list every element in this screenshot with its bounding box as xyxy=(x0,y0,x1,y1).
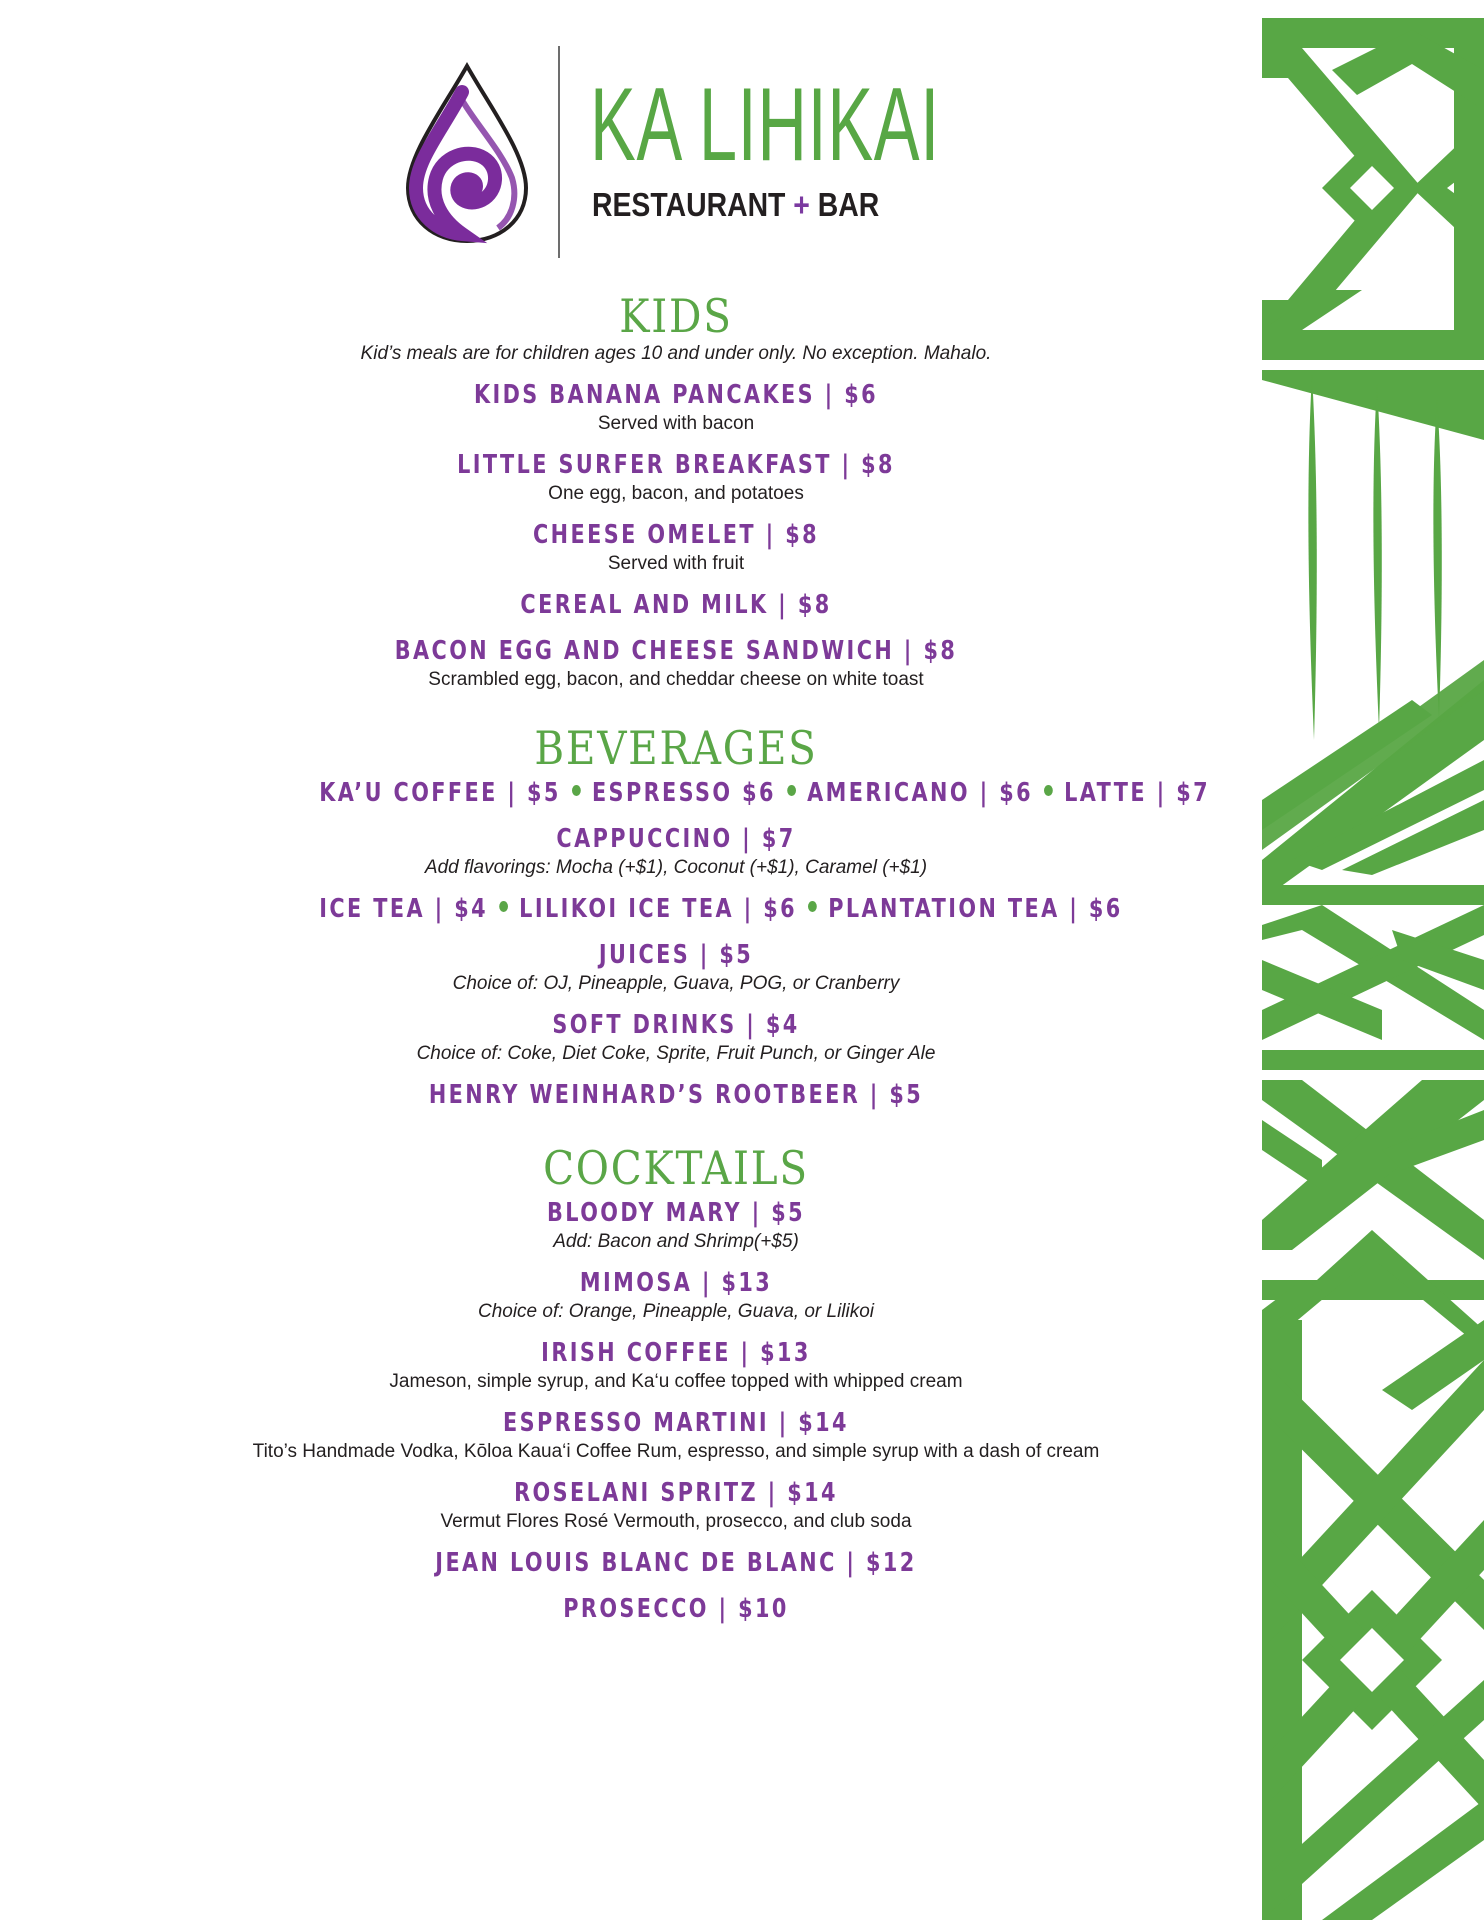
menu-item-desc: Served with bacon xyxy=(597,413,755,434)
kids-note: Kid’s meals are for children ages 10 and under only. No exception. Mahalo. xyxy=(360,343,992,364)
menu-item-name: HENRY WEINHARD’S ROOTBEER | $5 xyxy=(428,1080,924,1110)
menu-item xyxy=(230,1336,1122,1394)
menu-item-name: SOFT DRINKS | $4 xyxy=(552,1010,800,1040)
menu-item-name: KA’U COFFEE | $5 xyxy=(319,778,561,808)
menu-item-desc: Add: Bacon and Shrimp(+$5) xyxy=(553,1231,799,1252)
menu-item xyxy=(230,1546,1122,1580)
bullet-dot-icon xyxy=(572,785,581,796)
menu-item-name: BLOODY MARY | $5 xyxy=(547,1198,805,1228)
menu-item xyxy=(230,518,1122,576)
menu-item-name: ESPRESSO $6 xyxy=(591,778,776,808)
bullet-dot-icon xyxy=(1044,785,1053,796)
menu-item-desc: Scrambled egg, bacon, and cheddar cheese on white toast xyxy=(428,669,924,690)
menu-item-name: MIMOSA | $13 xyxy=(579,1268,773,1298)
brand-subtitle-restaurant: RESTAURANT xyxy=(592,186,786,223)
tea-line xyxy=(319,892,1123,926)
menu-item-desc: Jameson, simple syrup, and Ka‘u coffee topped with whipped cream xyxy=(389,1371,963,1392)
menu-item-name: CHEESE OMELET | $8 xyxy=(533,520,819,550)
menu-item-name: LILIKOI ICE TEA | $6 xyxy=(519,894,797,924)
coffee-line xyxy=(319,776,1210,810)
tribal-pattern-border xyxy=(1262,0,1484,1920)
bullet-dot-icon xyxy=(787,785,796,796)
kids-section xyxy=(230,290,1122,692)
menu-item-name: JEAN LOUIS BLANC DE BLANC | $12 xyxy=(435,1548,917,1578)
menu-item xyxy=(230,1406,1122,1464)
menu-item-desc: Choice of: Orange, Pineapple, Guava, or Lilikoi xyxy=(477,1301,875,1322)
menu-item xyxy=(230,634,1122,692)
menu-item-name: IRISH COFFEE | $13 xyxy=(541,1338,811,1368)
menu-item-desc: One egg, bacon, and potatoes xyxy=(548,483,804,504)
menu-item-name: ICE TEA | $4 xyxy=(319,894,488,924)
section-title-kids: KIDS xyxy=(619,289,733,343)
menu-item-name: LITTLE SURFER BREAKFAST | $8 xyxy=(457,450,895,480)
menu-item-name: CAPPUCCINO | $7 xyxy=(556,824,796,854)
menu-item-name: ROSELANI SPRITZ | $14 xyxy=(514,1478,838,1508)
menu-item xyxy=(230,822,1122,880)
brand-subtitle-bar: BAR xyxy=(817,186,880,223)
menu-item-desc: Choice of: OJ, Pineapple, Guava, POG, or Cranberry xyxy=(452,973,900,994)
menu-body xyxy=(230,289,1210,1626)
bullet-dot-icon xyxy=(499,901,508,912)
menu-item-desc: Served with fruit xyxy=(607,553,745,574)
menu-item xyxy=(230,1008,1122,1066)
menu-item-name: PROSECCO | $10 xyxy=(563,1594,789,1624)
menu-item-desc: Choice of: Coke, Diet Coke, Sprite, Fruit Punch, or Ginger Ale xyxy=(416,1043,936,1064)
menu-item-name: ESPRESSO MARTINI | $14 xyxy=(503,1408,849,1438)
menu-item xyxy=(230,1196,1122,1254)
menu-item xyxy=(230,1592,1122,1626)
menu-item xyxy=(230,588,1122,622)
menu-item-name: KIDS BANANA PANCAKES | $6 xyxy=(473,380,879,410)
menu-item-desc: Add flavorings: Mocha (+$1), Coconut (+$1), Caramel (+$1) xyxy=(424,857,928,878)
menu-item-name: CEREAL AND MILK | $8 xyxy=(520,590,832,620)
menu-item-desc: Tito’s Handmade Vodka, Kōloa Kaua‘i Coffee Rum, espresso, and simple syrup with a dash of cream xyxy=(252,1441,1100,1462)
brand-subtitle-plus: + xyxy=(793,186,810,223)
beverages-section xyxy=(230,721,1210,1112)
swirl-logo-icon xyxy=(402,60,532,245)
menu-item xyxy=(230,1266,1122,1324)
section-title-cocktails: COCKTAILS xyxy=(543,1141,809,1195)
section-title-beverages: BEVERAGES xyxy=(534,721,818,775)
bullet-dot-icon xyxy=(808,901,817,912)
menu-item-name: BACON EGG AND CHEESE SANDWICH | $8 xyxy=(394,636,958,666)
menu-item xyxy=(230,938,1122,996)
menu-item-desc: Vermut Flores Rosé Vermouth, prosecco, and club soda xyxy=(440,1511,912,1532)
menu-item-name: PLANTATION TEA | $6 xyxy=(828,894,1123,924)
menu-item xyxy=(230,1078,1122,1112)
menu-item xyxy=(230,448,1122,506)
cocktails-section xyxy=(230,1142,1122,1626)
logo-divider xyxy=(558,46,560,258)
menu-item xyxy=(230,1476,1122,1534)
menu-item-name: LATTE | $7 xyxy=(1064,778,1210,808)
menu-item xyxy=(230,378,1122,436)
brand-subtitle xyxy=(592,186,879,226)
menu-item-name: JUICES | $5 xyxy=(598,940,754,970)
menu-item-name: AMERICANO | $6 xyxy=(807,778,1033,808)
brand-name: KA LIHIKAI xyxy=(590,67,940,183)
